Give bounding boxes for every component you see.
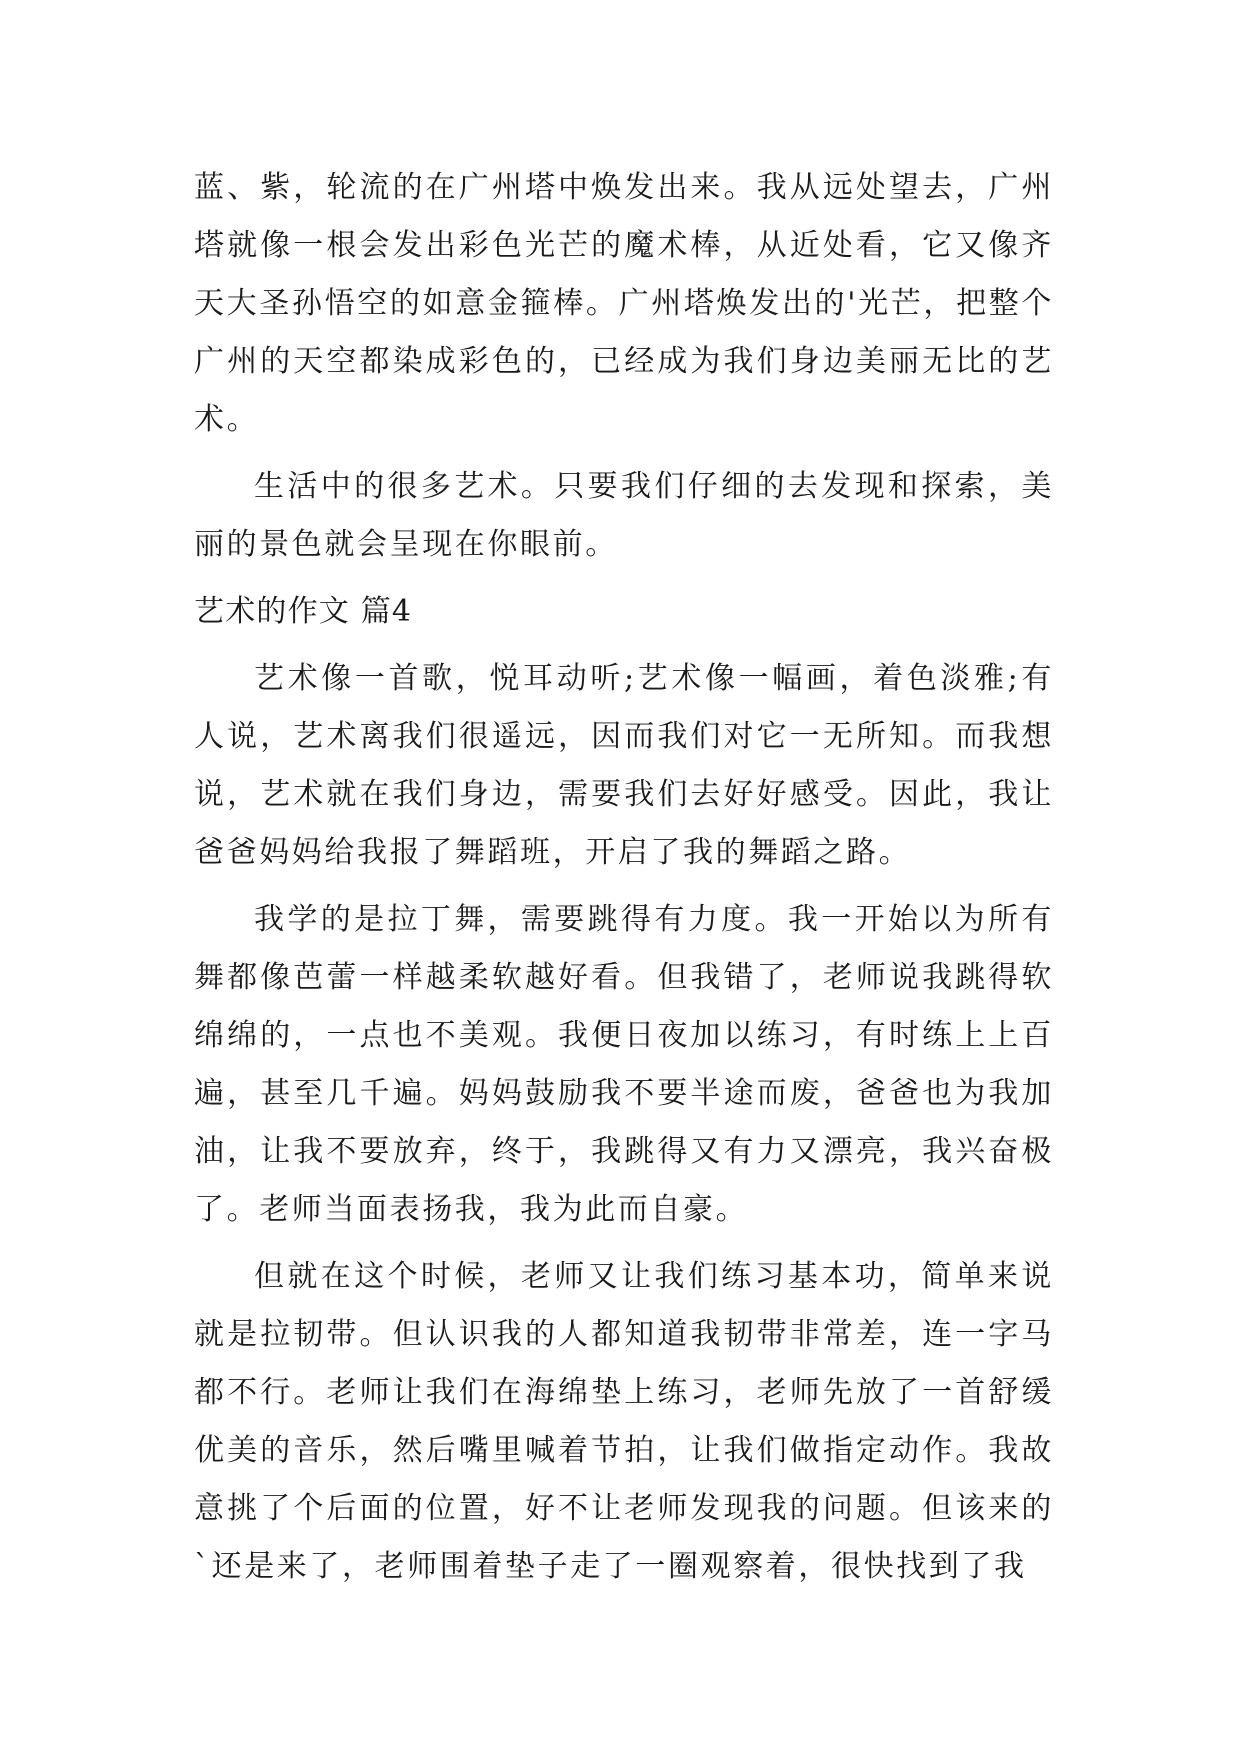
paragraph: 但就在这个时候，老师又让我们练习基本功，简单来说就是拉韧带。但认识我的人都知道我韧带非常差，连一字马都不行。老师让我们在海绵垫上练习，老师先放了一首舒缓优美的音乐，然后嘴里喊着节拍，让我们做指定动作。我故意挑了个后面的位置，好不让老师发现我的问题。但该来的`还是来了，老师围着垫子走了一圈观察着，很快找到了我: [194, 1259, 1054, 1584]
paragraph: 生活中的很多艺术。只要我们仔细的去发现和探索，美丽的景色就会呈现在你眼前。: [194, 469, 1054, 562]
paragraph: 我学的是拉丁舞，需要跳得有力度。我一开始以为所有舞都像芭蕾一样越柔软越好看。但我错了，老师说我跳得软绵绵的，一点也不美观。我便日夜加以练习，有时练上上百遍，甚至几千遍。妈妈鼓励我不要半途而废，爸爸也为我加油，让我不要放弃，终于，我跳得又有力又漂亮，我兴奋极了。老师当面表扬我，我为此而自豪。: [194, 902, 1054, 1227]
paragraph-continuation: 蓝、紫，轮流的在广州塔中焕发出来。我从远处望去，广州塔就像一根会发出彩色光芒的魔术棒，从近处看，它又像齐天大圣孙悟空的如意金箍棒。广州塔焕发出的'光芒，把整个广州的天空都染成彩色的，已经成为我们身边美丽无比的艺术。: [194, 170, 1054, 437]
document-body: [194, 159, 1054, 1605]
paragraph: 艺术像一首歌，悦耳动听;艺术像一幅画，着色淡雅;有人说，艺术离我们很遥远，因而我们对它一无所知。而我想说，艺术就在我们身边，需要我们去好好感受。因此，我让爸爸妈妈给我报了舞蹈班，开启了我的舞蹈之路。: [194, 661, 1054, 870]
section-heading: 艺术的作文 篇4: [194, 594, 413, 629]
